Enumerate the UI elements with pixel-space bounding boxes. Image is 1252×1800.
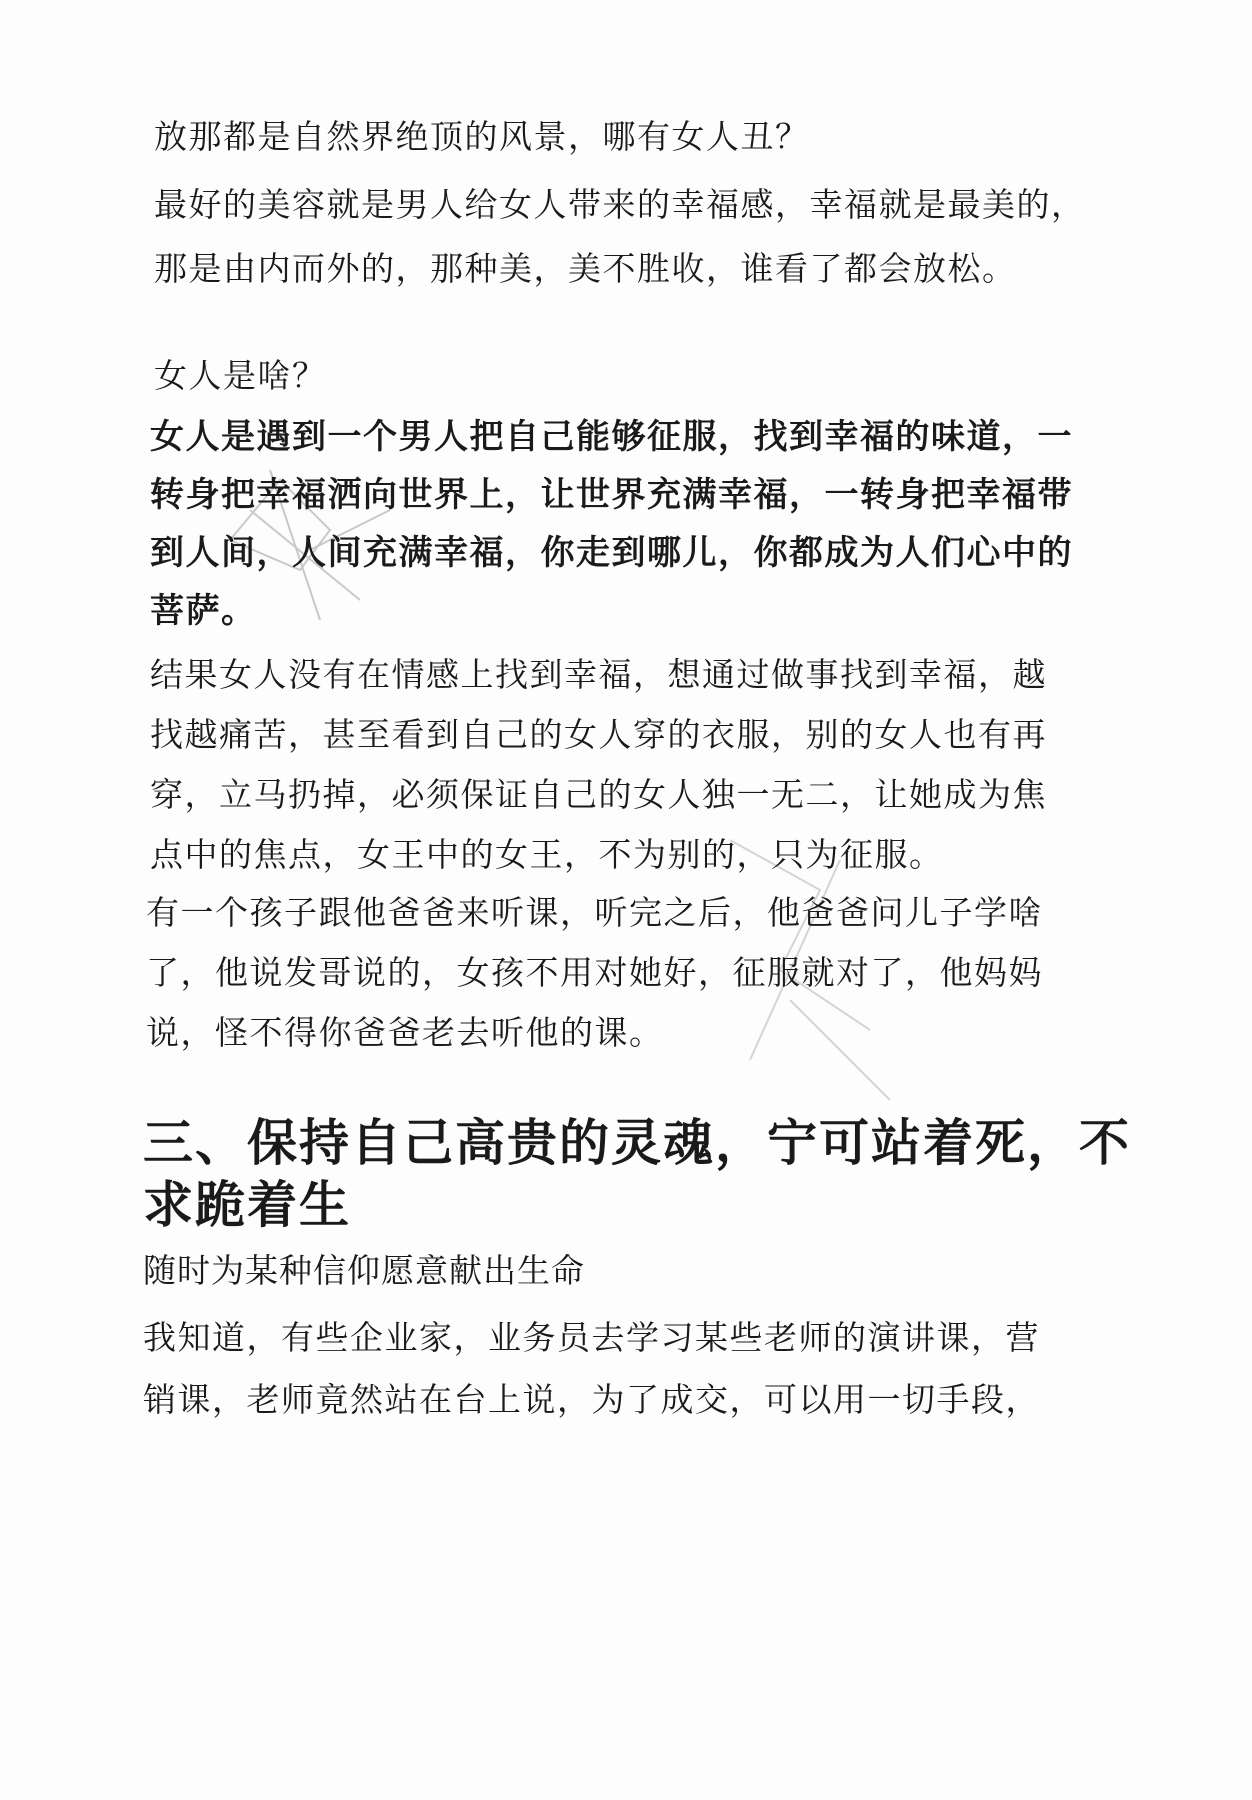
section-subtitle — [143, 1245, 585, 1292]
paragraph-4-line-2: 了，他说发哥说的，女孩不用对她好，征服就对了，他妈妈 — [146, 953, 1043, 992]
bold-paragraph-line-4: 菩萨。 — [150, 591, 257, 631]
paragraph-2-line-1: 最好的美容就是男人给女人带来的幸福感，幸福就是最美的， — [154, 185, 1086, 224]
paragraph-4 — [146, 883, 1043, 1063]
paragraph-4-line-1: 有一个孩子跟他爸爸来听课，听完之后，他爸爸问儿子学啥 — [146, 893, 1043, 932]
paragraph-2 — [154, 173, 1086, 301]
paragraph-1-line-1: 放那都是自然界绝顶的风景，哪有女人丑？ — [154, 117, 810, 156]
section-subtitle-line: 随时为某种信仰愿意献出生命 — [143, 1251, 585, 1290]
paragraph-3-line-2: 找越痛苦，甚至看到自己的女人穿的衣服，别的女人也有再 — [150, 715, 1047, 754]
question-heading-line: 女人是啥？ — [154, 356, 327, 395]
paragraph-4-line-3: 说，怪不得你爸爸老去听他的课。 — [146, 1013, 664, 1052]
paragraph-5-line-1: 我知道，有些企业家，业务员去学习某些老师的演讲课，营 — [143, 1318, 1040, 1357]
question-heading — [154, 350, 327, 397]
section-heading-line-2: 求跪着生 — [143, 1176, 351, 1234]
paragraph-1 — [154, 111, 810, 158]
section-heading — [143, 1112, 1131, 1236]
bold-paragraph-line-1: 女人是遇到一个男人把自己能够征服，找到幸福的味道，一 — [150, 417, 1073, 457]
bold-paragraph-line-2: 转身把幸福洒向世界上，让世界充满幸福，一转身把幸福带 — [150, 475, 1073, 515]
paragraph-3-line-4: 点中的焦点，女王中的女王，不为别的，只为征服。 — [150, 835, 944, 874]
section-heading-line-1: 三、保持自己高贵的灵魂，宁可站着死，不 — [143, 1114, 1131, 1172]
bold-paragraph — [150, 408, 1073, 640]
paragraph-2-line-2: 那是由内而外的，那种美，美不胜收，谁看了都会放松。 — [154, 249, 1017, 288]
paragraph-5-line-2: 销课，老师竟然站在台上说，为了成交，可以用一切手段， — [143, 1380, 1040, 1419]
bold-paragraph-line-3: 到人间，人间充满幸福，你走到哪儿，你都成为人们心中的 — [150, 533, 1073, 573]
paragraph-5 — [143, 1307, 1040, 1431]
paragraph-3-line-3: 穿，立马扔掉，必须保证自己的女人独一无二，让她成为焦 — [150, 775, 1047, 814]
paragraph-3 — [150, 645, 1047, 885]
paragraph-3-line-1: 结果女人没有在情感上找到幸福，想通过做事找到幸福，越 — [150, 655, 1047, 694]
